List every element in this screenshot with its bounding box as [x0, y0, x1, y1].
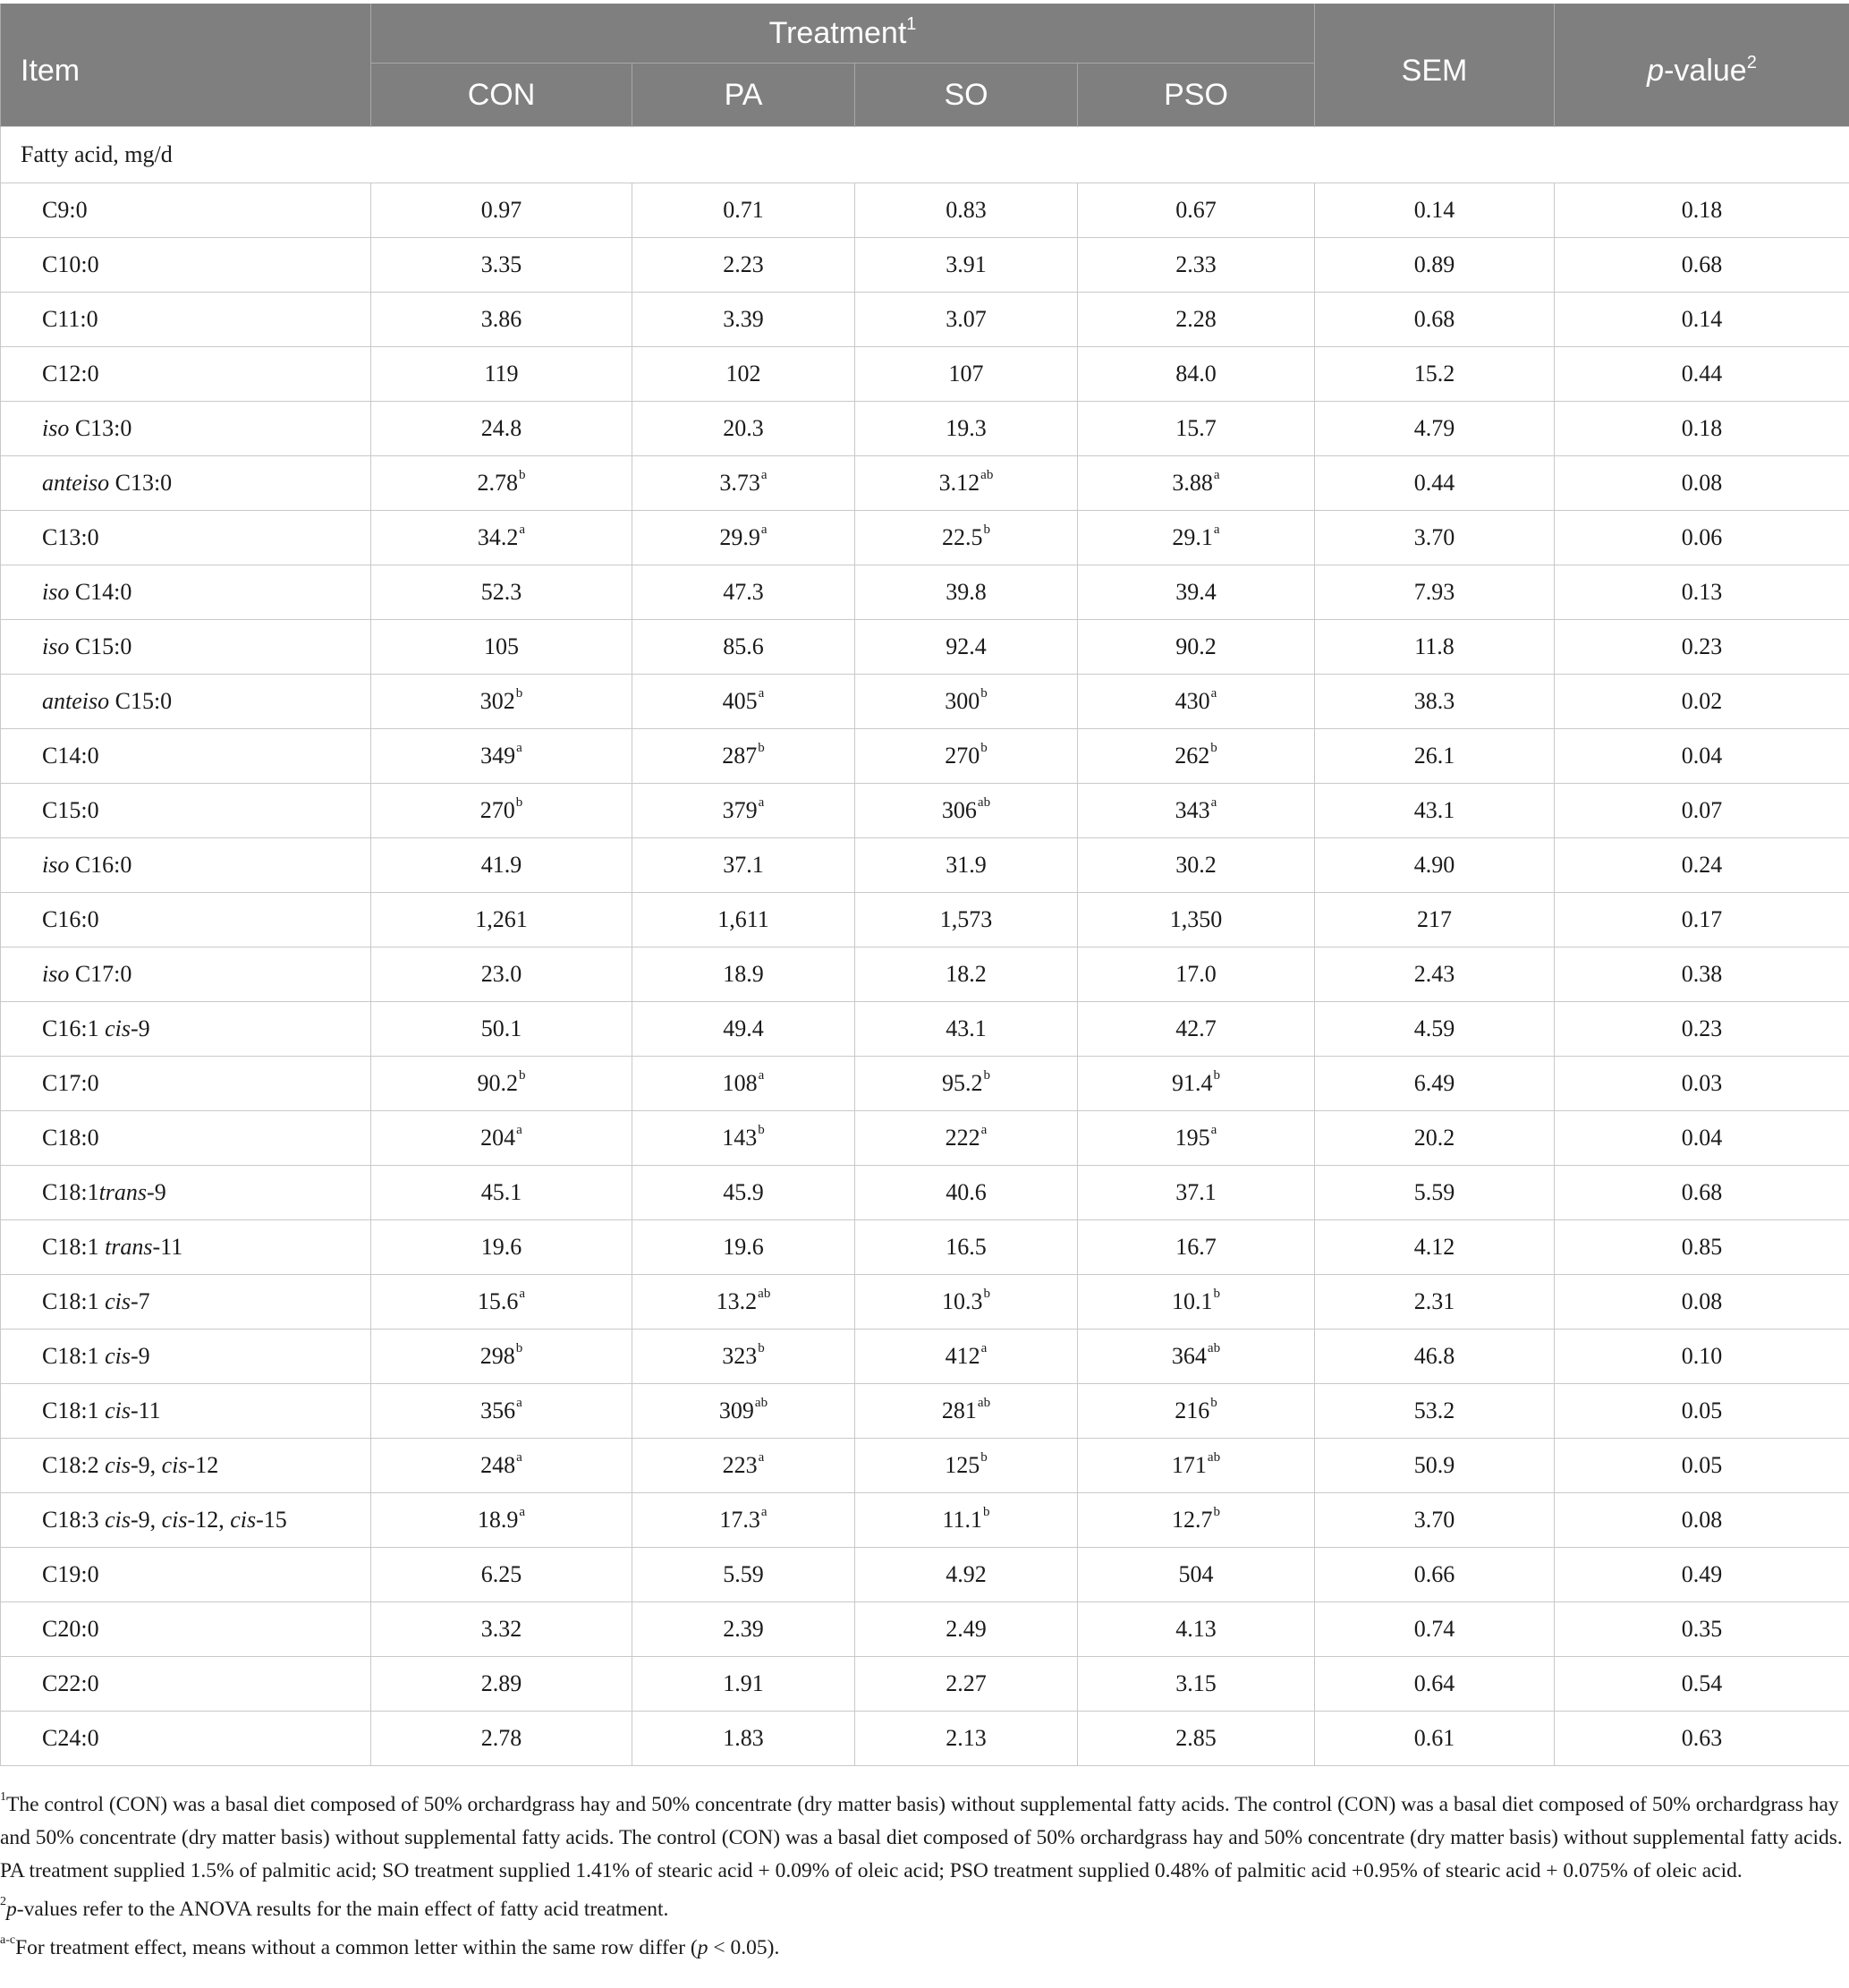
row-label: iso C14:0: [1, 565, 371, 620]
cell-p-value: 0.18: [1555, 183, 1849, 238]
section-label: Fatty acid, mg/d: [1, 127, 1849, 183]
table-row: [1, 402, 1849, 456]
cell-pa: 47.3: [632, 565, 855, 620]
cell-con: 3.32: [371, 1602, 632, 1657]
cell-pso: 16.7: [1078, 1220, 1315, 1275]
cell-p-value: 0.06: [1555, 511, 1849, 565]
cell-sem: 38.3: [1315, 675, 1555, 729]
significance-letter: ab: [1207, 1341, 1221, 1356]
table-row: [1, 620, 1849, 675]
cell-sem: 4.59: [1315, 1002, 1555, 1057]
cell-con: 34.2$^a$: [371, 511, 632, 565]
table-row: [1, 293, 1849, 347]
cell-so: 3.07: [855, 293, 1078, 347]
cell-pa: 5.59: [632, 1548, 855, 1602]
cell-sem: 0.64: [1315, 1657, 1555, 1712]
cell-sem: 7.93: [1315, 565, 1555, 620]
cell-p-value: 0.24: [1555, 838, 1849, 893]
significance-letter: a: [519, 522, 526, 538]
significance-letter: ab: [980, 468, 994, 483]
cell-so: 95.2$^b$: [855, 1057, 1078, 1111]
cell-con: 349$^a$: [371, 729, 632, 784]
cell-pso: 91.4$^b$: [1078, 1057, 1315, 1111]
cell-pa: 379$^a$: [632, 784, 855, 838]
cell-p-value: 0.13: [1555, 565, 1849, 620]
section-row: [1, 127, 1849, 183]
cell-sem: 43.1: [1315, 784, 1555, 838]
cell-sem: 20.2: [1315, 1111, 1555, 1166]
significance-letter: a: [760, 468, 768, 483]
cell-so: 222$^a$: [855, 1111, 1078, 1166]
cell-p-value: 0.54: [1555, 1657, 1849, 1712]
cell-con: 119: [371, 347, 632, 402]
cell-pso: 15.7: [1078, 402, 1315, 456]
cell-pa: 20.3: [632, 402, 855, 456]
cell-sem: 4.90: [1315, 838, 1555, 893]
cell-pa: 3.73$^a$: [632, 456, 855, 511]
cell-so: 10.3$^b$: [855, 1275, 1078, 1330]
cell-sem: 11.8: [1315, 620, 1555, 675]
cell-pa: 19.6: [632, 1220, 855, 1275]
table-row: [1, 1493, 1849, 1548]
group-header-so: SO: [855, 64, 1078, 127]
cell-sem: 0.44: [1315, 456, 1555, 511]
cell-sem: 0.66: [1315, 1548, 1555, 1602]
row-label: anteiso C13:0: [1, 456, 371, 511]
cell-so: 11.1$^b$: [855, 1493, 1078, 1548]
table-row: [1, 1111, 1849, 1166]
table-row: [1, 893, 1849, 947]
cell-p-value: 0.85: [1555, 1220, 1849, 1275]
row-label: C18:1 cis-9: [1, 1330, 371, 1384]
table-row: [1, 784, 1849, 838]
cell-p-value: 0.63: [1555, 1712, 1849, 1766]
cell-con: 105: [371, 620, 632, 675]
significance-letter: a: [760, 1505, 768, 1520]
cell-sem: 0.89: [1315, 238, 1555, 293]
cell-p-value: 0.08: [1555, 1493, 1849, 1548]
row-label: iso C17:0: [1, 947, 371, 1002]
cell-so: 300$^b$: [855, 675, 1078, 729]
row-label: C18:0: [1, 1111, 371, 1166]
cell-p-value: 0.05: [1555, 1439, 1849, 1493]
cell-con: 45.1: [371, 1166, 632, 1220]
cell-p-value: 0.05: [1555, 1384, 1849, 1439]
significance-letter: a: [980, 1341, 988, 1356]
cell-con: 204$^a$: [371, 1111, 632, 1166]
table-row: [1, 838, 1849, 893]
cell-so: 92.4: [855, 620, 1078, 675]
row-label: C12:0: [1, 347, 371, 402]
cell-pa: 85.6: [632, 620, 855, 675]
cell-pso: 1,350: [1078, 893, 1315, 947]
significance-letter: b: [515, 1341, 523, 1356]
group-header-con: CON: [371, 64, 632, 127]
cell-pso: 2.33: [1078, 238, 1315, 293]
cell-con: 6.25: [371, 1548, 632, 1602]
significance-letter: a: [516, 741, 522, 756]
cell-pso: 37.1: [1078, 1166, 1315, 1220]
table-row: [1, 565, 1849, 620]
cell-pa: $309^{ab}$: [632, 1384, 855, 1439]
cell-p-value: 0.68: [1555, 1166, 1849, 1220]
cell-sem: 6.49: [1315, 1057, 1555, 1111]
cell-pa: 102: [632, 347, 855, 402]
significance-letter: a: [1213, 522, 1220, 538]
cell-p-value: 0.38: [1555, 947, 1849, 1002]
fatty-acid-table: [0, 4, 1849, 1766]
cell-con: 23.0: [371, 947, 632, 1002]
cell-so: 107: [855, 347, 1078, 402]
significance-letter: a: [1210, 795, 1217, 811]
significance-letter: b: [983, 522, 990, 538]
cell-so: 0.83: [855, 183, 1078, 238]
cell-pso: 3.15: [1078, 1657, 1315, 1712]
cell-p-value: 0.02: [1555, 675, 1849, 729]
cell-sem: 5.59: [1315, 1166, 1555, 1220]
row-label: C9:0: [1, 183, 371, 238]
cell-p-value: 0.18: [1555, 402, 1849, 456]
table-row: [1, 511, 1849, 565]
cell-pso: 4.13: [1078, 1602, 1315, 1657]
treatment-column-header: Treatment$^1$: [371, 4, 1315, 64]
cell-pa: 29.9$^a$: [632, 511, 855, 565]
cell-pso: $171^{ab}$: [1078, 1439, 1315, 1493]
cell-pso: 39.4: [1078, 565, 1315, 620]
item-column-header: Item: [1, 4, 371, 127]
cell-pa: 49.4: [632, 1002, 855, 1057]
cell-sem: 2.31: [1315, 1275, 1555, 1330]
cell-pso: 216$^b$: [1078, 1384, 1315, 1439]
cell-sem: 0.74: [1315, 1602, 1555, 1657]
table-row: [1, 1220, 1849, 1275]
cell-con: 270$^b$: [371, 784, 632, 838]
cell-sem: 2.43: [1315, 947, 1555, 1002]
cell-pso: 30.2: [1078, 838, 1315, 893]
table-row: [1, 1002, 1849, 1057]
cell-pso: 10.1$^b$: [1078, 1275, 1315, 1330]
row-label: C16:1 cis-9: [1, 1002, 371, 1057]
cell-sem: 53.2: [1315, 1384, 1555, 1439]
significance-letter: a: [519, 1505, 526, 1520]
cell-con: 356$^a$: [371, 1384, 632, 1439]
row-label: C11:0: [1, 293, 371, 347]
cell-pso: 29.1$^a$: [1078, 511, 1315, 565]
table-row: [1, 1712, 1849, 1766]
cell-so: 3.91: [855, 238, 1078, 293]
cell-sem: 3.70: [1315, 511, 1555, 565]
cell-con: 0.97: [371, 183, 632, 238]
cell-con: 15.6$^a$: [371, 1275, 632, 1330]
significance-letter: b: [1210, 741, 1217, 756]
cell-p-value: 0.08: [1555, 1275, 1849, 1330]
p-value-column-header: p-value$^2$: [1555, 4, 1849, 127]
significance-letter: b: [980, 686, 988, 701]
row-label: C10:0: [1, 238, 371, 293]
cell-con: 302$^b$: [371, 675, 632, 729]
significance-letter: b: [983, 1505, 990, 1520]
cell-pso: 195$^a$: [1078, 1111, 1315, 1166]
table-row: [1, 347, 1849, 402]
footnote-3: $^{a-c}$For treatment effect, means without a common letter within the same row differ (p < 0.05).: [0, 1933, 780, 1959]
row-label: C18:1 cis-7: [1, 1275, 371, 1330]
significance-letter: b: [1213, 1287, 1220, 1302]
cell-p-value: 0.35: [1555, 1602, 1849, 1657]
cell-con: 52.3: [371, 565, 632, 620]
table-header: [1, 4, 1849, 127]
cell-pso: 2.85: [1078, 1712, 1315, 1766]
cell-pso: 17.0: [1078, 947, 1315, 1002]
table-row: [1, 1057, 1849, 1111]
significance-letter: a: [980, 1123, 988, 1138]
cell-p-value: 0.04: [1555, 729, 1849, 784]
cell-pso: 2.28: [1078, 293, 1315, 347]
cell-con: 1,261: [371, 893, 632, 947]
cell-pa: 18.9: [632, 947, 855, 1002]
cell-p-value: 0.23: [1555, 620, 1849, 675]
cell-pso: 90.2: [1078, 620, 1315, 675]
cell-sem: 46.8: [1315, 1330, 1555, 1384]
cell-p-value: 0.14: [1555, 293, 1849, 347]
cell-pa: 2.23: [632, 238, 855, 293]
row-label: C18:2 cis-9, cis-12: [1, 1439, 371, 1493]
cell-con: 248$^a$: [371, 1439, 632, 1493]
significance-letter: ab: [977, 1396, 991, 1411]
table-row: [1, 1439, 1849, 1493]
cell-so: 19.3: [855, 402, 1078, 456]
cell-p-value: 0.10: [1555, 1330, 1849, 1384]
cell-so: 2.49: [855, 1602, 1078, 1657]
cell-con: 2.89: [371, 1657, 632, 1712]
table-row: [1, 238, 1849, 293]
cell-so: 125$^b$: [855, 1439, 1078, 1493]
significance-letter: b: [758, 1123, 765, 1138]
cell-sem: 0.68: [1315, 293, 1555, 347]
cell-pso: $364^{ab}$: [1078, 1330, 1315, 1384]
significance-letter: b: [515, 686, 523, 701]
significance-letter: a: [519, 1287, 526, 1302]
cell-so: 2.13: [855, 1712, 1078, 1766]
group-header-pso: PSO: [1078, 64, 1315, 127]
cell-sem: 4.79: [1315, 402, 1555, 456]
cell-p-value: 0.17: [1555, 893, 1849, 947]
cell-so: 18.2: [855, 947, 1078, 1002]
cell-so: 22.5$^b$: [855, 511, 1078, 565]
footnote-1: $^1$The control (CON) was a basal diet composed of 50% orchardgrass hay and 50% concentrate (dry matter basis) without supplemental fatty acids. The control (CON) was a basal diet composed of 50% orchardgrass hay and 50% concentrate (dry matter basis) without supplemental fatty acids. The control (CON) was a basal diet composed of 50% orchardgrass hay and 50% concentrate (dry matter basis) without supplemental fatty acids. PA treatment supplied 1.5% of palmitic acid; SO treatment supplied 1.41% of stearic acid + 0.09% of oleic acid; PSO treatment supplied 0.48% of palmitic acid +0.95% of stearic acid + 0.075% of oleic acid.: [0, 1790, 1843, 1882]
cell-pa: 405$^a$: [632, 675, 855, 729]
row-label: iso C15:0: [1, 620, 371, 675]
cell-pso: 262$^b$: [1078, 729, 1315, 784]
table-row: [1, 1384, 1849, 1439]
significance-letter: a: [516, 1396, 522, 1411]
cell-so: $306^{ab}$: [855, 784, 1078, 838]
cell-sem: 15.2: [1315, 347, 1555, 402]
cell-pso: 430$^a$: [1078, 675, 1315, 729]
cell-pa: 1.83: [632, 1712, 855, 1766]
table-body: [1, 127, 1849, 1766]
significance-letter: b: [983, 1068, 990, 1083]
significance-letter: a: [760, 522, 768, 538]
table-row: [1, 729, 1849, 784]
table-row: [1, 183, 1849, 238]
significance-letter: b: [983, 1287, 990, 1302]
table-footnotes: [0, 1783, 1843, 1964]
cell-con: 24.8: [371, 402, 632, 456]
row-label: iso C16:0: [1, 838, 371, 893]
cell-con: 298$^b$: [371, 1330, 632, 1384]
cell-pa: 13.2$^{ab}$: [632, 1275, 855, 1330]
cell-sem: 50.9: [1315, 1439, 1555, 1493]
cell-pa: 323$^b$: [632, 1330, 855, 1384]
cell-sem: 26.1: [1315, 729, 1555, 784]
cell-so: 40.6: [855, 1166, 1078, 1220]
cell-so: $281^{ab}$: [855, 1384, 1078, 1439]
significance-letter: ab: [754, 1396, 768, 1411]
row-label: anteiso C15:0: [1, 675, 371, 729]
cell-con: 90.2$^b$: [371, 1057, 632, 1111]
row-label: C17:0: [1, 1057, 371, 1111]
cell-con: 41.9: [371, 838, 632, 893]
table-row: [1, 1330, 1849, 1384]
cell-pa: 287$^b$: [632, 729, 855, 784]
table-row: [1, 1166, 1849, 1220]
cell-p-value: 0.04: [1555, 1111, 1849, 1166]
cell-sem: 0.14: [1315, 183, 1555, 238]
cell-con: 2.78: [371, 1712, 632, 1766]
significance-letter: b: [1210, 1396, 1217, 1411]
row-label: C16:0: [1, 893, 371, 947]
significance-letter: a: [1210, 686, 1217, 701]
cell-p-value: 0.68: [1555, 238, 1849, 293]
cell-so: 2.27: [855, 1657, 1078, 1712]
significance-letter: a: [758, 1450, 765, 1466]
cell-con: 50.1: [371, 1002, 632, 1057]
significance-letter: a: [758, 795, 765, 811]
sem-column-header: SEM: [1315, 4, 1555, 127]
significance-letter: a: [516, 1450, 522, 1466]
cell-sem: 0.61: [1315, 1712, 1555, 1766]
significance-letter: a: [1210, 1123, 1217, 1138]
significance-letter: b: [980, 741, 988, 756]
table-row: [1, 1657, 1849, 1712]
cell-pso: 3.88$^a$: [1078, 456, 1315, 511]
cell-pa: 1.91: [632, 1657, 855, 1712]
significance-letter: a: [516, 1123, 522, 1138]
row-label: C18:1 trans-11: [1, 1220, 371, 1275]
cell-so: 270$^b$: [855, 729, 1078, 784]
table-row: [1, 1602, 1849, 1657]
cell-sem: 3.70: [1315, 1493, 1555, 1548]
cell-pa: 3.39: [632, 293, 855, 347]
cell-so: 4.92: [855, 1548, 1078, 1602]
footnote-2: $^2$p-values refer to the ANOVA results for the main effect of fatty acid treatment.: [0, 1894, 669, 1921]
cell-pso: 0.67: [1078, 183, 1315, 238]
cell-so: 412$^a$: [855, 1330, 1078, 1384]
row-label: C20:0: [1, 1602, 371, 1657]
row-label: C22:0: [1, 1657, 371, 1712]
cell-pa: 37.1: [632, 838, 855, 893]
significance-letter: ab: [758, 1287, 771, 1302]
cell-pa: 108$^a$: [632, 1057, 855, 1111]
group-header-pa: PA: [632, 64, 855, 127]
row-label: C18:1 cis-11: [1, 1384, 371, 1439]
cell-sem: 4.12: [1315, 1220, 1555, 1275]
cell-pa: 223$^a$: [632, 1439, 855, 1493]
cell-sem: 217: [1315, 893, 1555, 947]
cell-pso: 12.7$^b$: [1078, 1493, 1315, 1548]
significance-letter: a: [758, 1068, 765, 1083]
cell-pa: 0.71: [632, 183, 855, 238]
significance-letter: b: [515, 795, 523, 811]
significance-letter: b: [758, 1341, 765, 1356]
row-label: C18:3 cis-9, cis-12, cis-15: [1, 1493, 371, 1548]
cell-so: 39.8: [855, 565, 1078, 620]
significance-letter: ab: [1207, 1450, 1221, 1466]
cell-so: 16.5: [855, 1220, 1078, 1275]
row-label: C14:0: [1, 729, 371, 784]
cell-so: 31.9: [855, 838, 1078, 893]
significance-letter: b: [980, 1450, 988, 1466]
table-row: [1, 1275, 1849, 1330]
cell-pso: 42.7: [1078, 1002, 1315, 1057]
table-row: [1, 675, 1849, 729]
table-row: [1, 456, 1849, 511]
significance-letter: b: [1213, 1505, 1220, 1520]
table-row: [1, 947, 1849, 1002]
row-label: C24:0: [1, 1712, 371, 1766]
cell-pa: 2.39: [632, 1602, 855, 1657]
cell-p-value: 0.07: [1555, 784, 1849, 838]
cell-pso: 84.0: [1078, 347, 1315, 402]
cell-p-value: 0.23: [1555, 1002, 1849, 1057]
significance-letter: b: [519, 1068, 526, 1083]
row-label: C19:0: [1, 1548, 371, 1602]
cell-p-value: 0.49: [1555, 1548, 1849, 1602]
cell-con: 18.9$^a$: [371, 1493, 632, 1548]
cell-pa: 143$^b$: [632, 1111, 855, 1166]
cell-so: 3.12$^{ab}$: [855, 456, 1078, 511]
cell-p-value: 0.44: [1555, 347, 1849, 402]
cell-pa: 17.3$^a$: [632, 1493, 855, 1548]
significance-letter: a: [758, 686, 765, 701]
cell-pa: 45.9: [632, 1166, 855, 1220]
cell-con: 3.86: [371, 293, 632, 347]
cell-so: 1,573: [855, 893, 1078, 947]
cell-pso: 343$^a$: [1078, 784, 1315, 838]
cell-con: 19.6: [371, 1220, 632, 1275]
cell-pso: 504: [1078, 1548, 1315, 1602]
table-row: [1, 1548, 1849, 1602]
cell-p-value: 0.08: [1555, 456, 1849, 511]
row-label: C18:1trans-9: [1, 1166, 371, 1220]
cell-con: 2.78$^b$: [371, 456, 632, 511]
significance-letter: a: [1213, 468, 1220, 483]
row-label: C15:0: [1, 784, 371, 838]
significance-letter: ab: [977, 795, 991, 811]
cell-pa: 1,611: [632, 893, 855, 947]
significance-letter: b: [1213, 1068, 1220, 1083]
row-label: C13:0: [1, 511, 371, 565]
significance-letter: b: [519, 468, 526, 483]
cell-p-value: 0.03: [1555, 1057, 1849, 1111]
significance-letter: b: [758, 741, 765, 756]
row-label: iso C13:0: [1, 402, 371, 456]
cell-so: 43.1: [855, 1002, 1078, 1057]
cell-con: 3.35: [371, 238, 632, 293]
